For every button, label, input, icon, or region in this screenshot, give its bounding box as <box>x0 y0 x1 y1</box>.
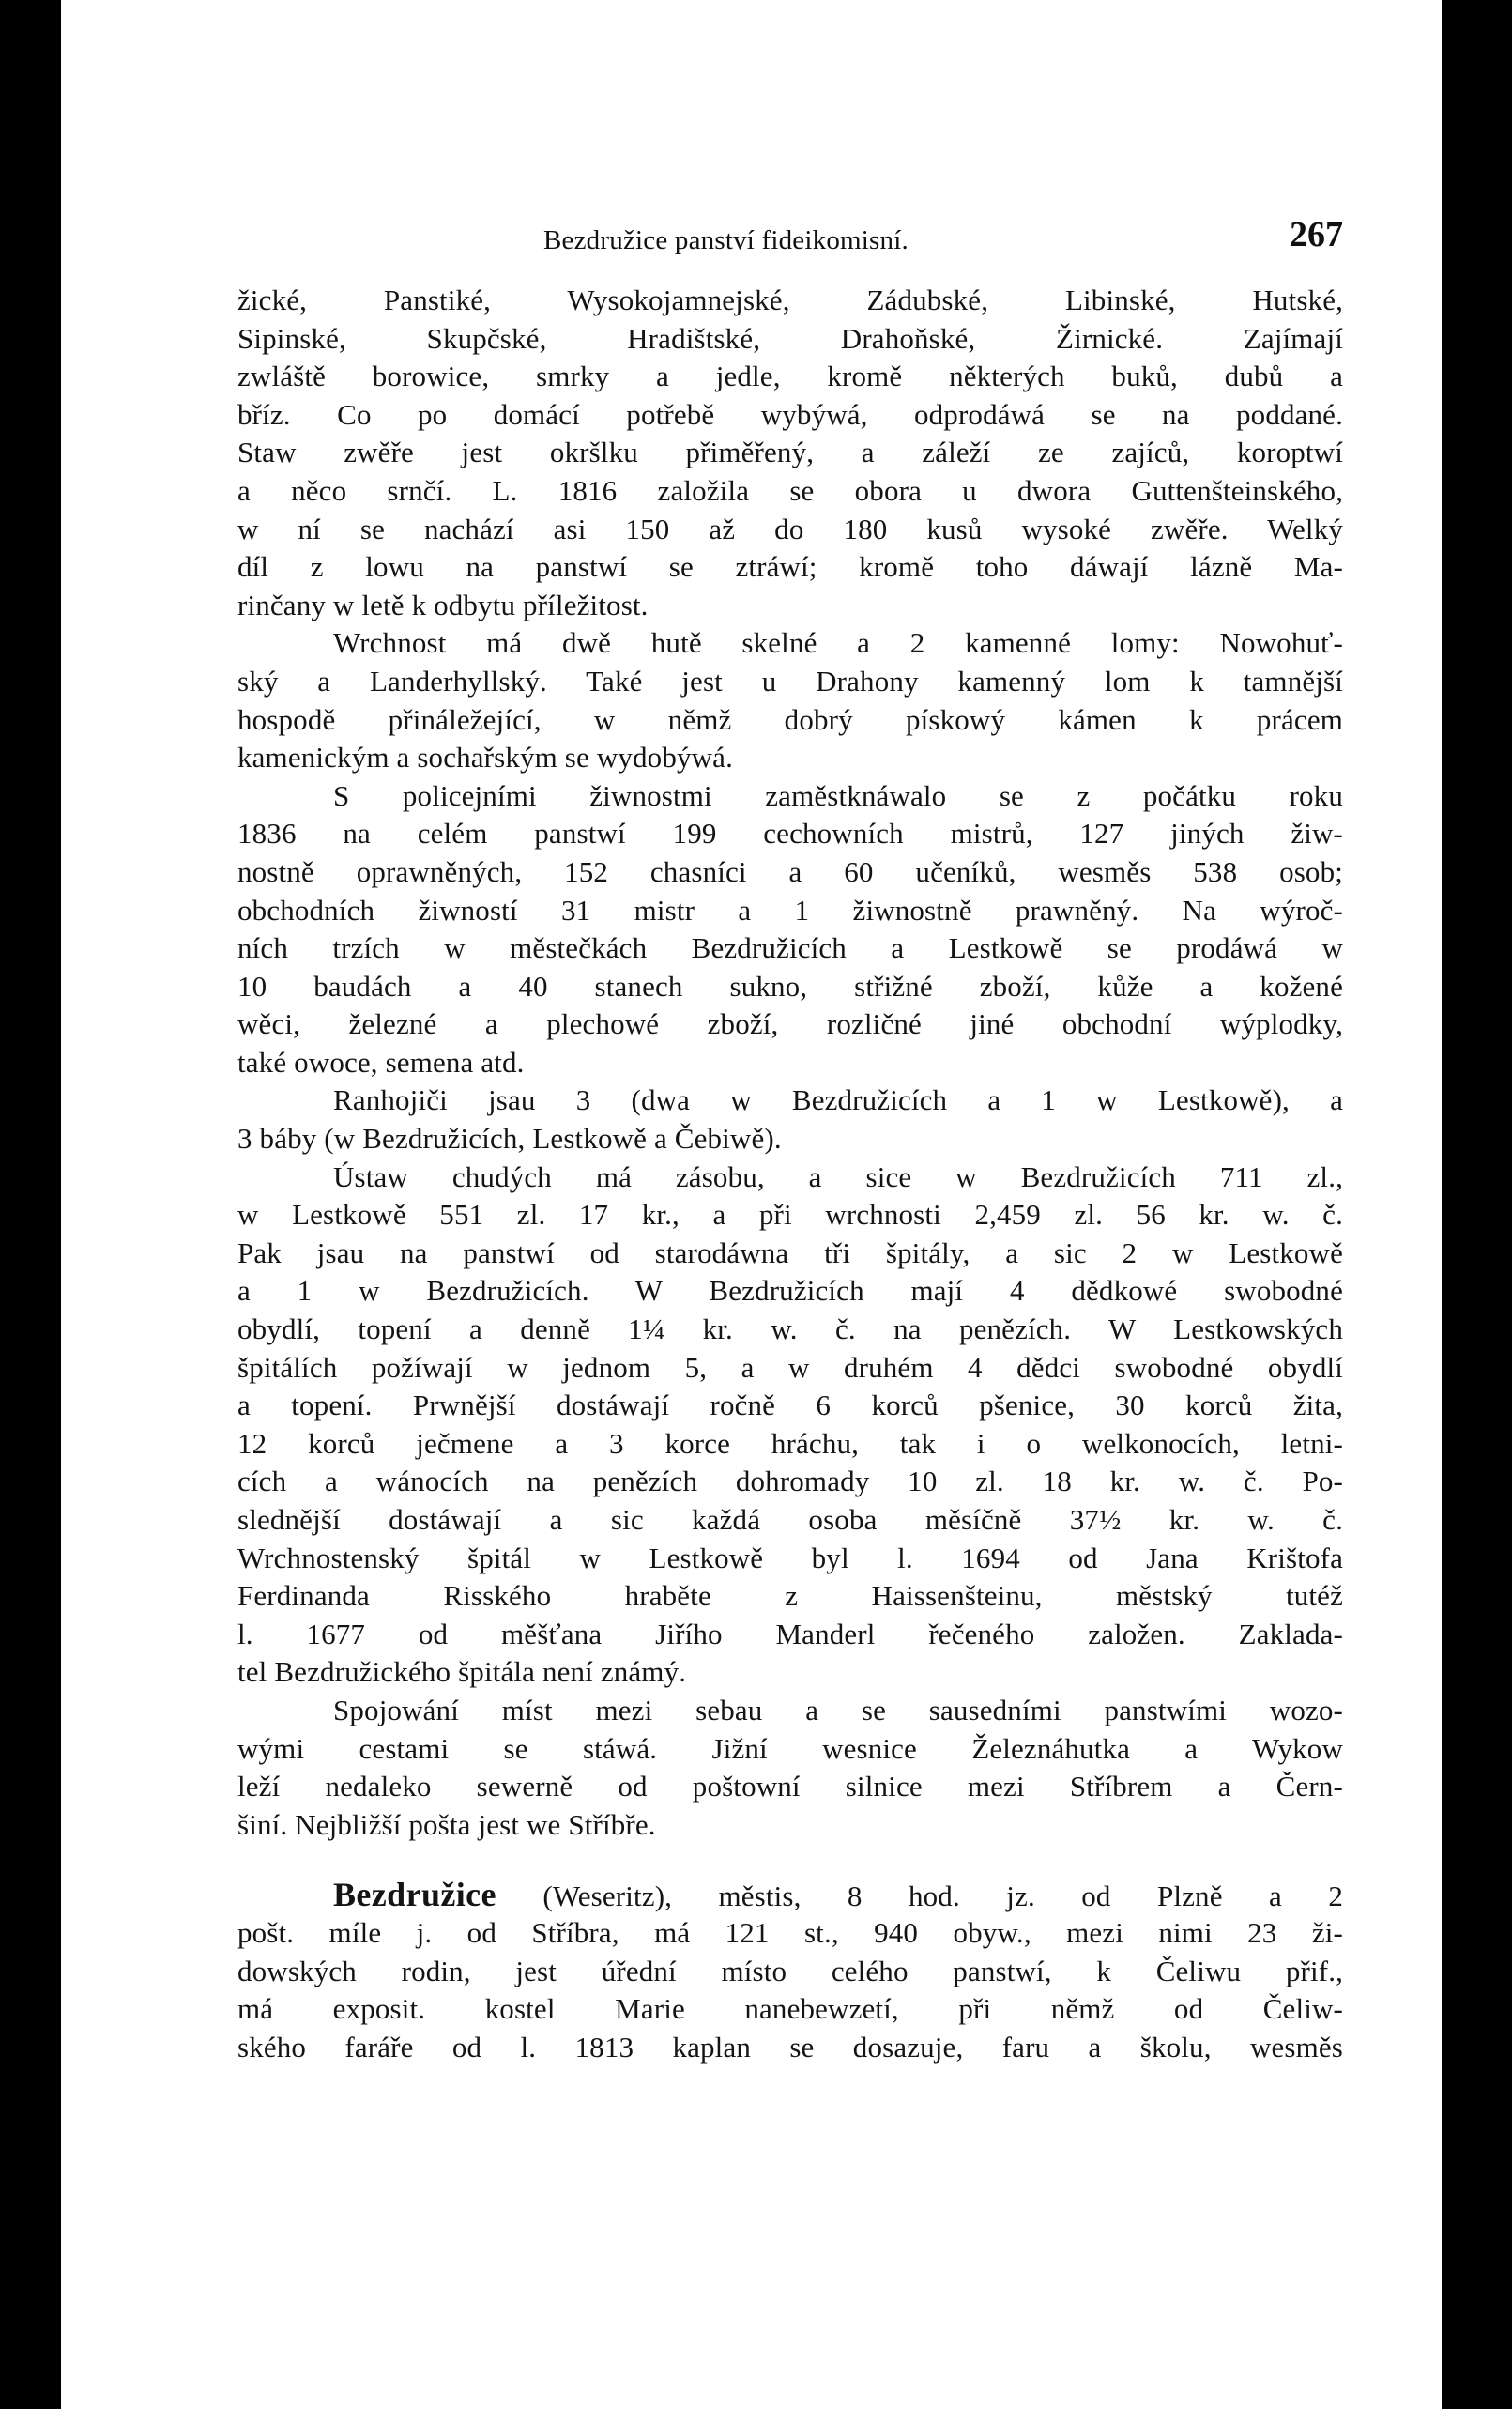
page-number: 267 <box>1290 215 1343 254</box>
text-line: l. 1677 od měšťana Jiřího Manderl řečeného založen. Zaklada- <box>237 1617 1343 1650</box>
text-line: Pak jsau na panstwí od starodáwna tři špitály, a sic 2 w Lestkowě <box>237 1235 1343 1269</box>
text-line: hospodě přináležející, w němž dobrý pískowý kámen k prácem <box>237 702 1343 736</box>
page-body <box>237 282 1343 2066</box>
text-line: w ní se nachází asi 150 až do 180 kusů wysoké zwěře. Welký <box>237 512 1343 545</box>
text-line: wěci, železné a plechowé zboží, rozličné jiné obchodní wýplodky, <box>237 1007 1343 1041</box>
text-line: cích a wánocích na penězích dohromady 10 zl. 18 kr. w. č. Po- <box>237 1465 1343 1498</box>
text-line: a něco srnčí. L. 1816 založila se obora u dwora Guttenšteinského, <box>237 473 1343 507</box>
text-line: S policejními žiwnostmi zaměstknáwalo se z počátku roku <box>333 778 1343 812</box>
paragraph-forests <box>237 282 1343 624</box>
entry-first-line-rest: (Weseritz), městis, 8 hod. jz. od Plzně a 2 <box>542 1880 1343 1913</box>
text-line: ského faráře od l. 1813 kaplan se dosazuje, faru a školu, wesměs <box>237 2030 1343 2064</box>
text-line: šiní. Nejbližší pošta jest we Stříbře. <box>237 1807 656 1841</box>
text-line: leží nedaleko sewerně od poštowní silnice mezi Stříbrem a Čern- <box>237 1770 1343 1803</box>
paragraph-roads <box>237 1692 1343 1844</box>
text-line: nostně oprawněných, 152 chasníci a 60 učeníků, wesměs 538 osob; <box>237 854 1343 888</box>
text-line: 1836 na celém panstwí 199 cechowních mistrů, 127 jiných žiw- <box>237 817 1343 851</box>
entry-first-line <box>237 1876 1343 1914</box>
text-line: dowských rodin, jest úřední místo celého panstwí, k Čeliwu přif., <box>237 1954 1343 1987</box>
running-title: Bezdružice panství fideikomisní. <box>543 225 909 255</box>
section-gap <box>237 1844 1343 1876</box>
text-line: zwláště borowice, smrky a jedle, kromě některých buků, dubů a <box>237 360 1343 393</box>
text-line: Staw zwěře jest okršlku přiměřený, a záleží ze zajíců, koroptwí <box>237 436 1343 469</box>
text-line: a 1 w Bezdružicích. W Bezdružicích mají 4 dědkowé swobodné <box>237 1274 1343 1308</box>
text-line: Wrchnost má dwě hutě skelné a 2 kamenné lomy: Nowohuť- <box>333 626 1343 660</box>
text-line: wými cestami se stáwá. Jižní wesnice Železnáhutka a Wykow <box>237 1731 1343 1765</box>
text-line: pošt. míle j. od Stříbra, má 121 st., 940 obyw., mezi nimi 23 ži- <box>237 1915 1343 1949</box>
entry-headword: Bezdružice <box>333 1876 496 1914</box>
text-line: také owoce, semena atd. <box>237 1045 525 1079</box>
page-header <box>237 214 1343 261</box>
text-line: tel Bezdružického špitála není známý. <box>237 1655 687 1689</box>
text-line: ních trzích w městečkách Bezdružicích a Lestkowě se prodáwá w <box>237 931 1343 965</box>
text-line: žické, Panstiké, Wysokojamnejské, Zádubské, Libinské, Hutské, <box>237 284 1343 316</box>
book-page <box>61 0 1442 2409</box>
text-line: a topení. Prwnější dostáwají ročně 6 korců pšenice, 30 korců žita, <box>237 1389 1343 1422</box>
text-line: slednější dostáwají a sic každá osoba měsíčně 37½ kr. w. č. <box>237 1503 1343 1536</box>
paragraph-poor-institute <box>237 1158 1343 1692</box>
text-line: Spojowání míst mezi sebau a se sausedními panstwími wozo- <box>333 1693 1343 1726</box>
paragraph-trades <box>237 777 1343 1082</box>
text-line: má exposit. kostel Marie nanebewzetí, při němž od Čeliw- <box>237 1992 1343 2026</box>
text-line: Wrchnostenský špitál w Lestkowě byl l. 1694 od Jana Krištofa <box>237 1541 1343 1574</box>
text-line: Ranhojiči jsau 3 (dwa w Bezdružicích a 1 w Lestkowě), a <box>333 1083 1343 1117</box>
text-line: rinčany w letě k odbytu příležitost. <box>237 588 649 621</box>
text-line: obydlí, topení a denně 1¼ kr. w. č. na penězích. W Lestkowských <box>237 1312 1343 1346</box>
text-line: kamenickým a sochařským se wydobýwá. <box>237 741 733 775</box>
text-line: Ústaw chudých má zásobu, a sice w Bezdružicích 711 zl., <box>333 1159 1343 1193</box>
text-line: w Lestkowě 551 zl. 17 kr., a při wrchnosti 2,459 zl. 56 kr. w. č. <box>237 1198 1343 1232</box>
text-line: Sipinské, Skupčské, Hradištské, Drahoňské, Žirnické. Zajímají <box>237 321 1343 355</box>
paragraph-surgeons <box>237 1082 1343 1158</box>
text-line: ský a Landerhyllský. Také jest u Drahony kamenný lom k tamnější <box>237 664 1343 698</box>
text-line: špitálích požíwají w jednom 5, a w druhém 4 dědci swobodné obydlí <box>237 1350 1343 1384</box>
text-line: 10 baudách a 40 stanech sukno, střižné zboží, kůže a kožené <box>237 969 1343 1003</box>
text-line: 12 korců ječmene a 3 korce hráchu, tak i o welkonocích, letni- <box>237 1426 1343 1460</box>
text-line: obchodních žiwností 31 mistr a 1 žiwnostně prawněný. Na wýroč- <box>237 893 1343 927</box>
text-line: Ferdinanda Risského hraběte z Haissenšteinu, městský tutéž <box>237 1579 1343 1613</box>
paragraph-glassworks <box>237 624 1343 776</box>
text-line: bříz. Co po domácí potřebě wybýwá, odprodáwá se na poddané. <box>237 397 1343 431</box>
entry-bezdruzice <box>237 1876 1343 2066</box>
text-line: 3 báby (w Bezdružicích, Lestkowě a Čebiwě). <box>237 1122 782 1156</box>
text-line: díl z lowu na panstwí se ztráwí; kromě toho dáwají lázně Ma- <box>237 550 1343 584</box>
